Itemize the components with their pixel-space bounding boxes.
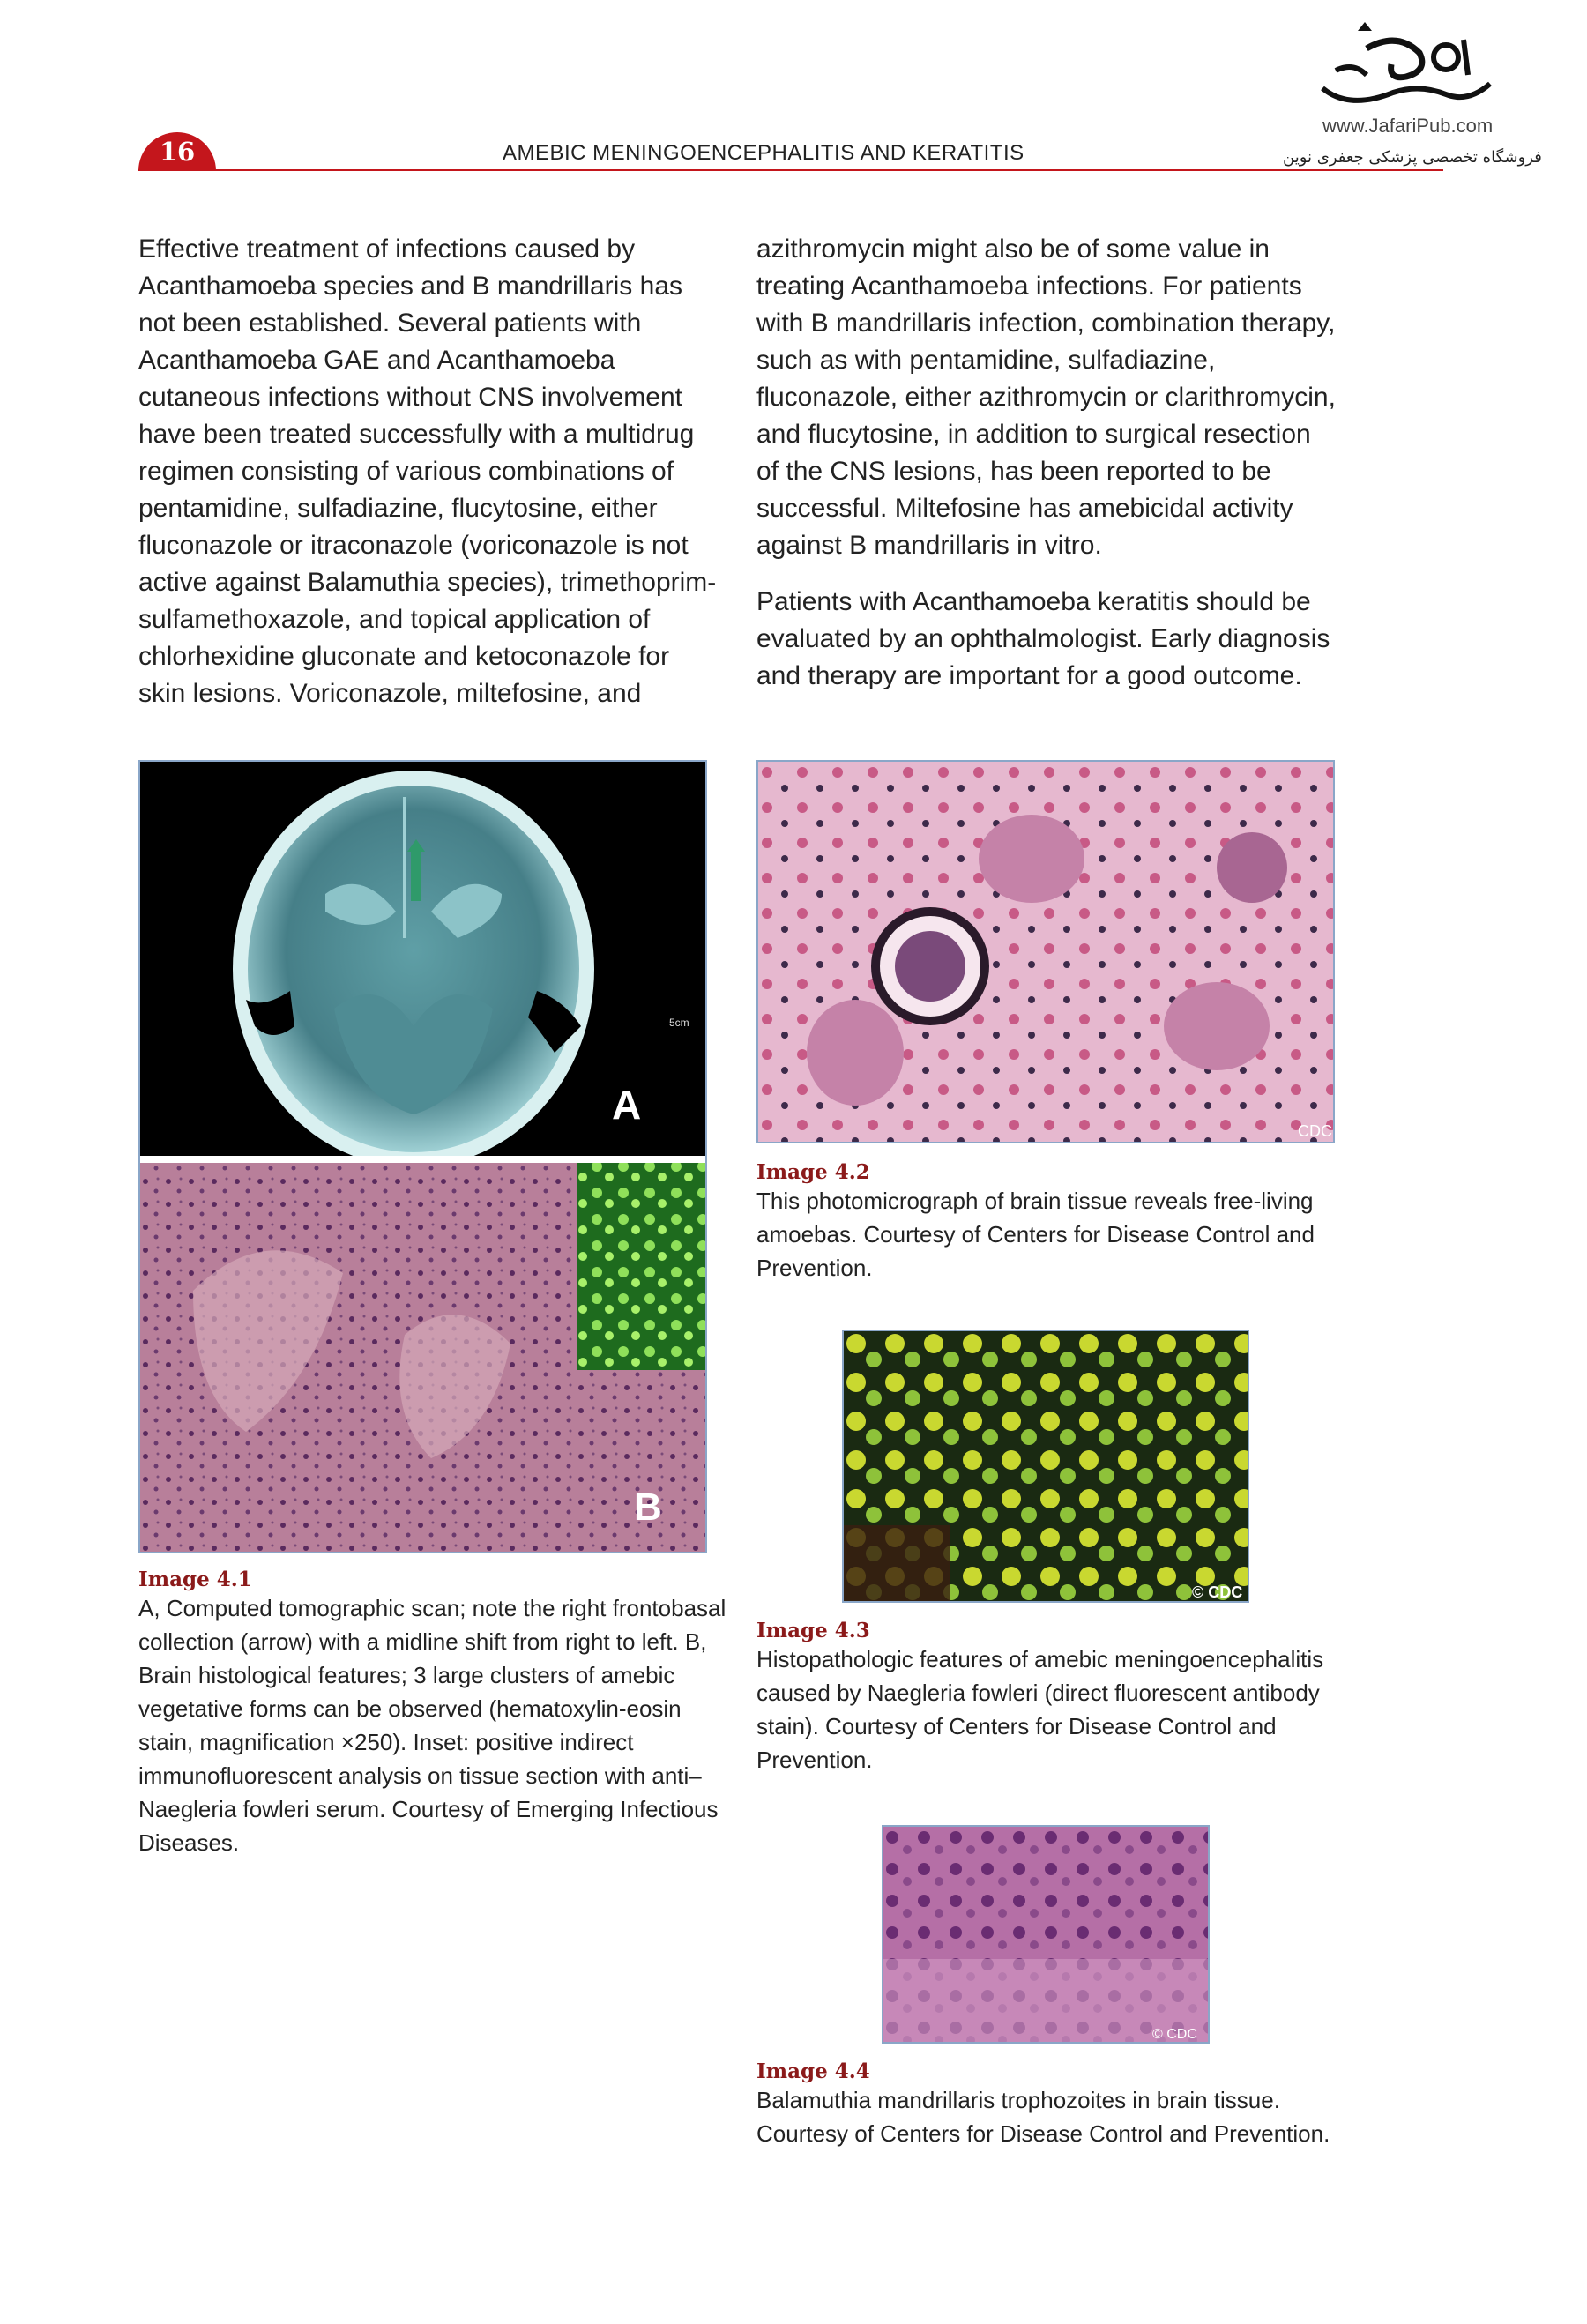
running-title: AMEBIC MENINGOENCEPHALITIS AND KERATITIS — [503, 141, 1024, 165]
figure-4-1-image — [140, 762, 707, 1553]
body-paragraph: Patients with Acanthamoeba keratitis should be evaluated by an ophthalmologist. Early diagnosis and therapy are important for a good outcome. — [756, 587, 1330, 690]
body-paragraph: Effective treatment of infections caused by Acanthamoeba species and B mandrillaris has not been established. Several patients with Acanthamoeba GAE and Acanthamoeba cutaneous infections without CNS involvement have been treated successfully with a multidrug regimen consisting of various combinations of pentamidine, sulfadiazine, flucytosine, either fluconazole or itraconazole (voriconazole is not active against Balamuthia species), trimethoprim-sulfamethoxazole, and topical application of chlorhexidine gluconate and ketoconazole for skin lesions. Voriconazole, miltefosine, and — [138, 235, 717, 708]
publisher-logo — [1314, 22, 1499, 128]
figure-4-1 — [138, 760, 707, 1553]
body-right-column — [756, 231, 1338, 695]
cdc-watermark: CDC — [1298, 1122, 1332, 1140]
figure-4-3-image — [844, 1331, 1249, 1603]
publisher-name: فروشگاه تخصصی پزشکی جعفری نوین — [1283, 148, 1542, 167]
header-rule — [138, 169, 1443, 171]
figure-4-3 — [842, 1330, 1249, 1603]
figure-caption: Histopathologic features of amebic meningoencephalitis caused by Naegleria fowleri (direct fluorescent antibody stain). Courtesy of Centers for Disease Control and Prevention. — [756, 1646, 1324, 1773]
panel-a-label: A — [612, 1082, 642, 1128]
figure-label: Image 4.3 — [756, 1619, 870, 1642]
panel-b-label: B — [634, 1486, 662, 1529]
publisher-url[interactable]: www.JafariPub.com — [1322, 115, 1494, 137]
figure-4-2 — [756, 760, 1335, 1143]
figure-4-1-caption — [138, 1568, 729, 1859]
figure-caption: Balamuthia mandrillaris trophozoites in brain tissue. Courtesy of Centers for Disease Control and Prevention. — [756, 2087, 1330, 2147]
figure-4-4 — [882, 1825, 1210, 2044]
figure-label: Image 4.1 — [138, 1568, 252, 1591]
ct-scale-label: 5cm — [669, 1017, 689, 1029]
cdc-watermark: © CDC — [1192, 1583, 1243, 1601]
figure-caption: This photomicrograph of brain tissue reveals free-living amoebas. Courtesy of Centers for Disease Control and Prevention. — [756, 1188, 1315, 1281]
figure-label: Image 4.4 — [756, 2060, 870, 2083]
figure-caption: A, Computed tomographic scan; note the right frontobasal collection (arrow) with a midline shift from right to left. B, Brain histological features; 3 large clusters of amebic vegetative forms can be observed (hematoxylin-eosin stain, magnification ×250). Inset: positive indirect immunofluorescent analysis on tissue section with anti–Naegleria fowleri serum. Courtesy of Emerging Infectious Diseases. — [138, 1595, 726, 1856]
figure-label: Image 4.2 — [756, 1160, 870, 1184]
body-paragraph: azithromycin might also be of some value in treating Acanthamoeba infections. For patients with B mandrillaris infection, combination therapy, such as with pentamidine, sulfadiazine, fluconazole, either azithromycin or clarithromycin, and flucytosine, in addition to surgical resection of the CNS lesions, has been reported to be successful. Miltefosine has amebicidal activity against B mandrillaris in vitro. — [756, 235, 1336, 560]
body-left-column — [138, 231, 720, 712]
figure-4-2-caption — [756, 1160, 1347, 1285]
cdc-watermark: © CDC — [1152, 2027, 1197, 2042]
page-number: 16 — [138, 132, 216, 171]
figure-4-4-image — [883, 1827, 1210, 2044]
figure-4-2-image — [758, 762, 1335, 1143]
figure-4-4-caption — [756, 2060, 1347, 2150]
figure-4-3-caption — [756, 1619, 1347, 1777]
